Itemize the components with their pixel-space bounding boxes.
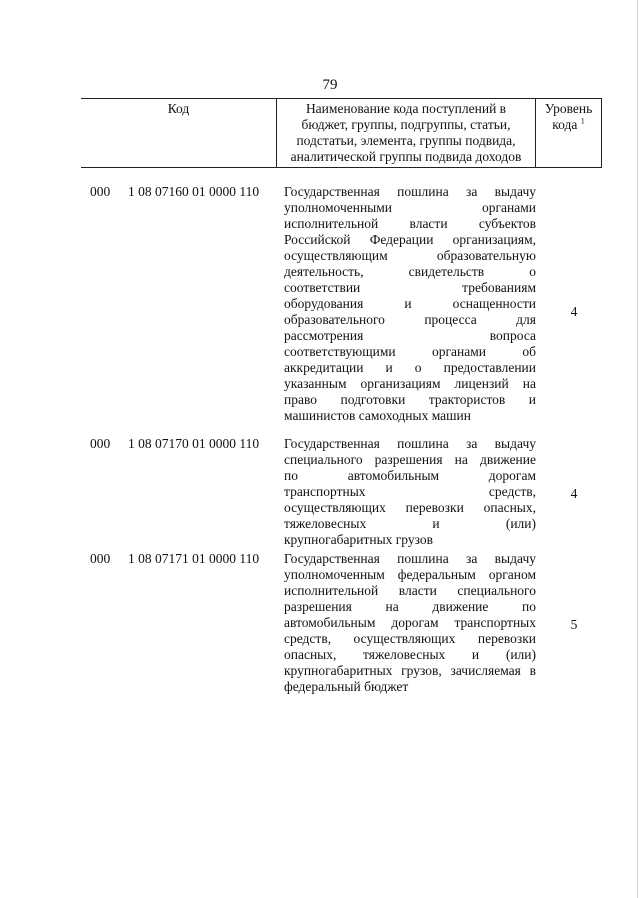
- row-name-line: право подготовки трактористов и: [284, 392, 536, 407]
- row-name-line: автомобильным дорогам транспортных: [284, 615, 536, 630]
- row-name-line: указанным организациям лицензий на: [284, 376, 536, 391]
- header-name: [277, 99, 536, 167]
- header-name-line: подстатьи, элемента, группы подвида,: [296, 133, 516, 148]
- row-name-line: аккредитации и о предоставлении: [284, 360, 536, 375]
- row-name-line: тяжеловесных и (или): [284, 516, 536, 531]
- page-edge-divider: [637, 0, 638, 898]
- header-name-line: аналитической группы подвида доходов: [290, 149, 522, 164]
- row-level: 4: [570, 304, 578, 319]
- row-name-line: оборудования и оснащенности: [284, 296, 536, 311]
- row-code: 1 08 07160 01 0000 110: [128, 184, 260, 199]
- row-name-line: разрешения на движение по: [284, 599, 536, 614]
- row-name-line: Государственная пошлина за выдачу: [284, 436, 536, 451]
- row-name-line: соответствии требованиям: [284, 280, 536, 295]
- row-name-line: исполнительной власти субъектов: [284, 216, 536, 231]
- row-name-line: специального разрешения на движение: [284, 452, 536, 467]
- row-name-line: осуществляющих перевозки опасных,: [284, 500, 536, 515]
- row-level: 5: [570, 617, 578, 632]
- header-level: [536, 99, 601, 167]
- table-header: [81, 98, 602, 168]
- row-name-line: транспортных средств,: [284, 484, 536, 499]
- row-name-line: образовательного процесса для: [284, 312, 536, 327]
- row-name-line: опасных, тяжеловесных и (или): [284, 647, 536, 662]
- row-name-line: Российской Федерации организациям,: [284, 232, 536, 247]
- row-code: 1 08 07170 01 0000 110: [128, 436, 260, 451]
- row-name: [284, 184, 536, 424]
- page-number: 79: [322, 77, 338, 93]
- row-name-line: рассмотрения вопроса: [284, 328, 536, 343]
- row-name-line: деятельность, свидетельств о: [284, 264, 536, 279]
- row-prefix: 000: [90, 436, 111, 451]
- header-code: Код: [81, 99, 277, 167]
- row-code: 1 08 07171 01 0000 110: [128, 551, 260, 566]
- row-prefix: 000: [90, 551, 111, 566]
- row-name-line: по автомобильным дорогам: [284, 468, 536, 483]
- row-name-line: Государственная пошлина за выдачу: [284, 184, 536, 199]
- row-prefix: 000: [90, 184, 111, 199]
- row-name-line: машинистов самоходных машин: [284, 408, 472, 423]
- row-name-line: Государственная пошлина за выдачу: [284, 551, 536, 566]
- header-level-line: кода $^1$: [552, 116, 585, 132]
- row-name-line: крупногабаритных грузов, зачисляемая в: [284, 663, 536, 678]
- row-name-line: крупногабаритных грузов: [284, 532, 434, 547]
- header-level-line: Уровень: [544, 101, 593, 116]
- row-name-line: соответствующими органами об: [284, 344, 536, 359]
- footnote-marker: 1: [580, 116, 585, 126]
- row-name-line: средств, осуществляющих перевозки: [284, 631, 536, 646]
- row-name: [284, 436, 536, 548]
- row-name-line: уполномоченными органами: [284, 200, 536, 215]
- row-name-line: уполномоченным федеральным органом: [284, 567, 536, 582]
- row-name: [284, 551, 536, 695]
- row-name-line: осуществляющим образовательную: [284, 248, 536, 263]
- row-name-line: федеральный бюджет: [284, 679, 409, 694]
- header-name-line: Наименование кода поступлений в: [305, 101, 507, 116]
- row-level: 4: [570, 486, 578, 501]
- row-name-line: исполнительной власти специального: [284, 583, 536, 598]
- header-name-line: бюджет, группы, подгруппы, статьи,: [301, 117, 511, 132]
